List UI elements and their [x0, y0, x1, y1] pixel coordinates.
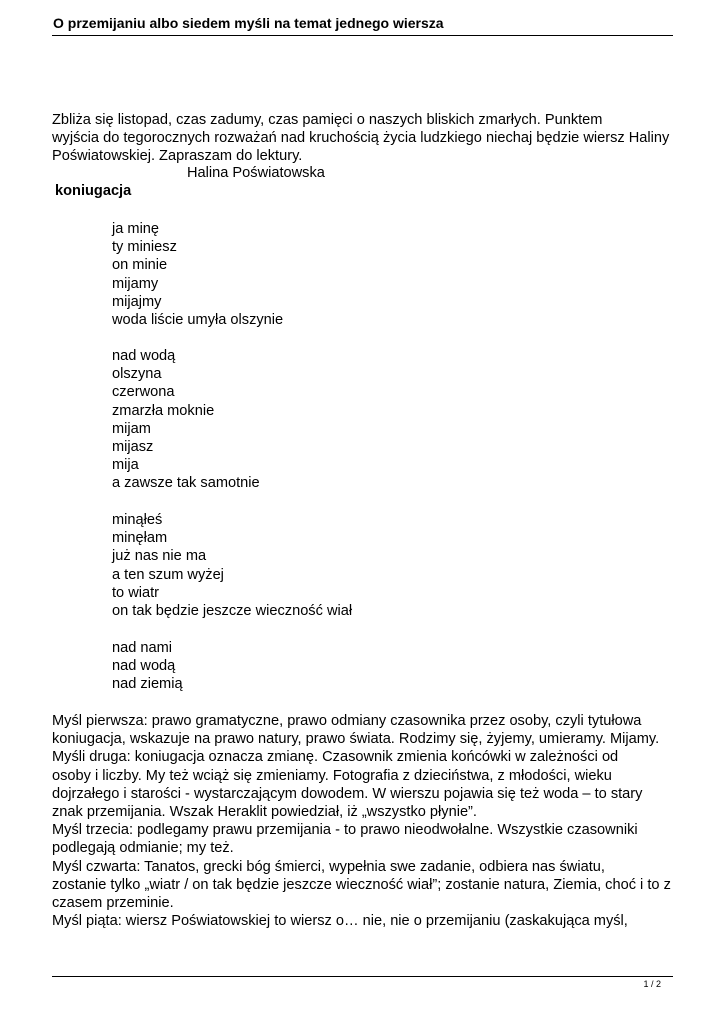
commentary-paragraph: Myśl pierwsza: prawo gramatyczne, prawo odmiany czasownika przez osoby, czyli tytułowa koniugacja, wskazuje na prawo natury, prawo świata. Rodzimy się, żyjemy, umieramy. Mijamy. Myśli druga: koniugacja oznacza zmianę. Czasownik zmienia końcówki w zależności od osoby i liczby. My też wciąż się zmieniamy. Fotografia z dzieciństwa, z młodości, wieku dojrzałego i starości - wystarczającym dowodem. W wierszu pojawia się też woda – to stary znak przemijania. Wszak Heraklit powiedział, iż „wszystko płynie”. Myśl trzecia: podlegamy prawu przemijania - to prawo nieodwołalne. Wszystkie czasowniki podlegają odmianie; my też. Myśl czwarta: Tanatos, grecki bóg śmierci, wypełnia swe zadanie, odbiera nas światu, zostanie tylko „wiatr / on tak będzie jeszcze wieczność wiał”; zostanie natura, Ziemia, choć i to z czasem przeminie. Myśl piąta: wiersz Poświatowskiej to wiersz o… nie, nie o przemijaniu (zaskakująca myśl,: [52, 713, 671, 930]
poem-stanza-3: [112, 511, 352, 620]
poem-line: nad nami: [112, 640, 173, 656]
poem-line: mijam: [112, 420, 151, 437]
poem-line: ja minę: [112, 221, 160, 237]
poem-line: a zawsze tak samotnie: [112, 475, 260, 492]
poem-line: nad wodą: [112, 658, 176, 675]
poem-line: mija: [112, 457, 139, 474]
page-header-title: O przemijaniu albo siedem myśli na temat jednego wiersza: [53, 15, 444, 31]
poem-line: woda liście umyła olszynie: [112, 312, 284, 329]
intro-paragraph: Zbliża się listopad, czas zadumy, czas pamięci o naszych bliskich zmarłych. Punktem wyjścia do tegorocznych rozważań nad kruchością życia ludzkiego niechaj będzie wiersz Haliny Poświatowskiej. Zapraszam do lektury.: [52, 112, 670, 165]
poem-author: Halina Poświatowska: [187, 165, 325, 181]
header-divider: [52, 35, 673, 36]
poem-title: koniugacja: [55, 183, 132, 199]
poem-stanza-4: [112, 639, 183, 694]
poem-line: czerwona: [112, 384, 175, 401]
page-number: 1 / 2: [643, 979, 661, 989]
poem-line: już nas nie ma: [112, 548, 207, 565]
poem-line: minęłam: [112, 530, 168, 547]
poem-line: on minie: [112, 257, 168, 274]
poem-line: mijajmy: [112, 293, 162, 310]
poem-line: a ten szum wyżej: [112, 566, 224, 583]
footer-divider: [52, 976, 673, 977]
poem-line: ty miniesz: [112, 239, 177, 256]
poem-line: mijasz: [112, 439, 154, 456]
poem-line: mijamy: [112, 275, 159, 292]
poem-line: nad ziemią: [112, 676, 183, 693]
poem-line: zmarzła moknie: [112, 402, 215, 419]
poem-line: nad wodą: [112, 348, 176, 364]
poem-line: olszyna: [112, 366, 162, 383]
poem-stanza-2: [112, 347, 260, 493]
poem-line: on tak będzie jeszcze wieczność wiał: [112, 603, 353, 620]
poem-line: minąłeś: [112, 512, 163, 528]
poem-stanza-1: [112, 220, 283, 329]
poem-line: to wiatr: [112, 584, 160, 601]
